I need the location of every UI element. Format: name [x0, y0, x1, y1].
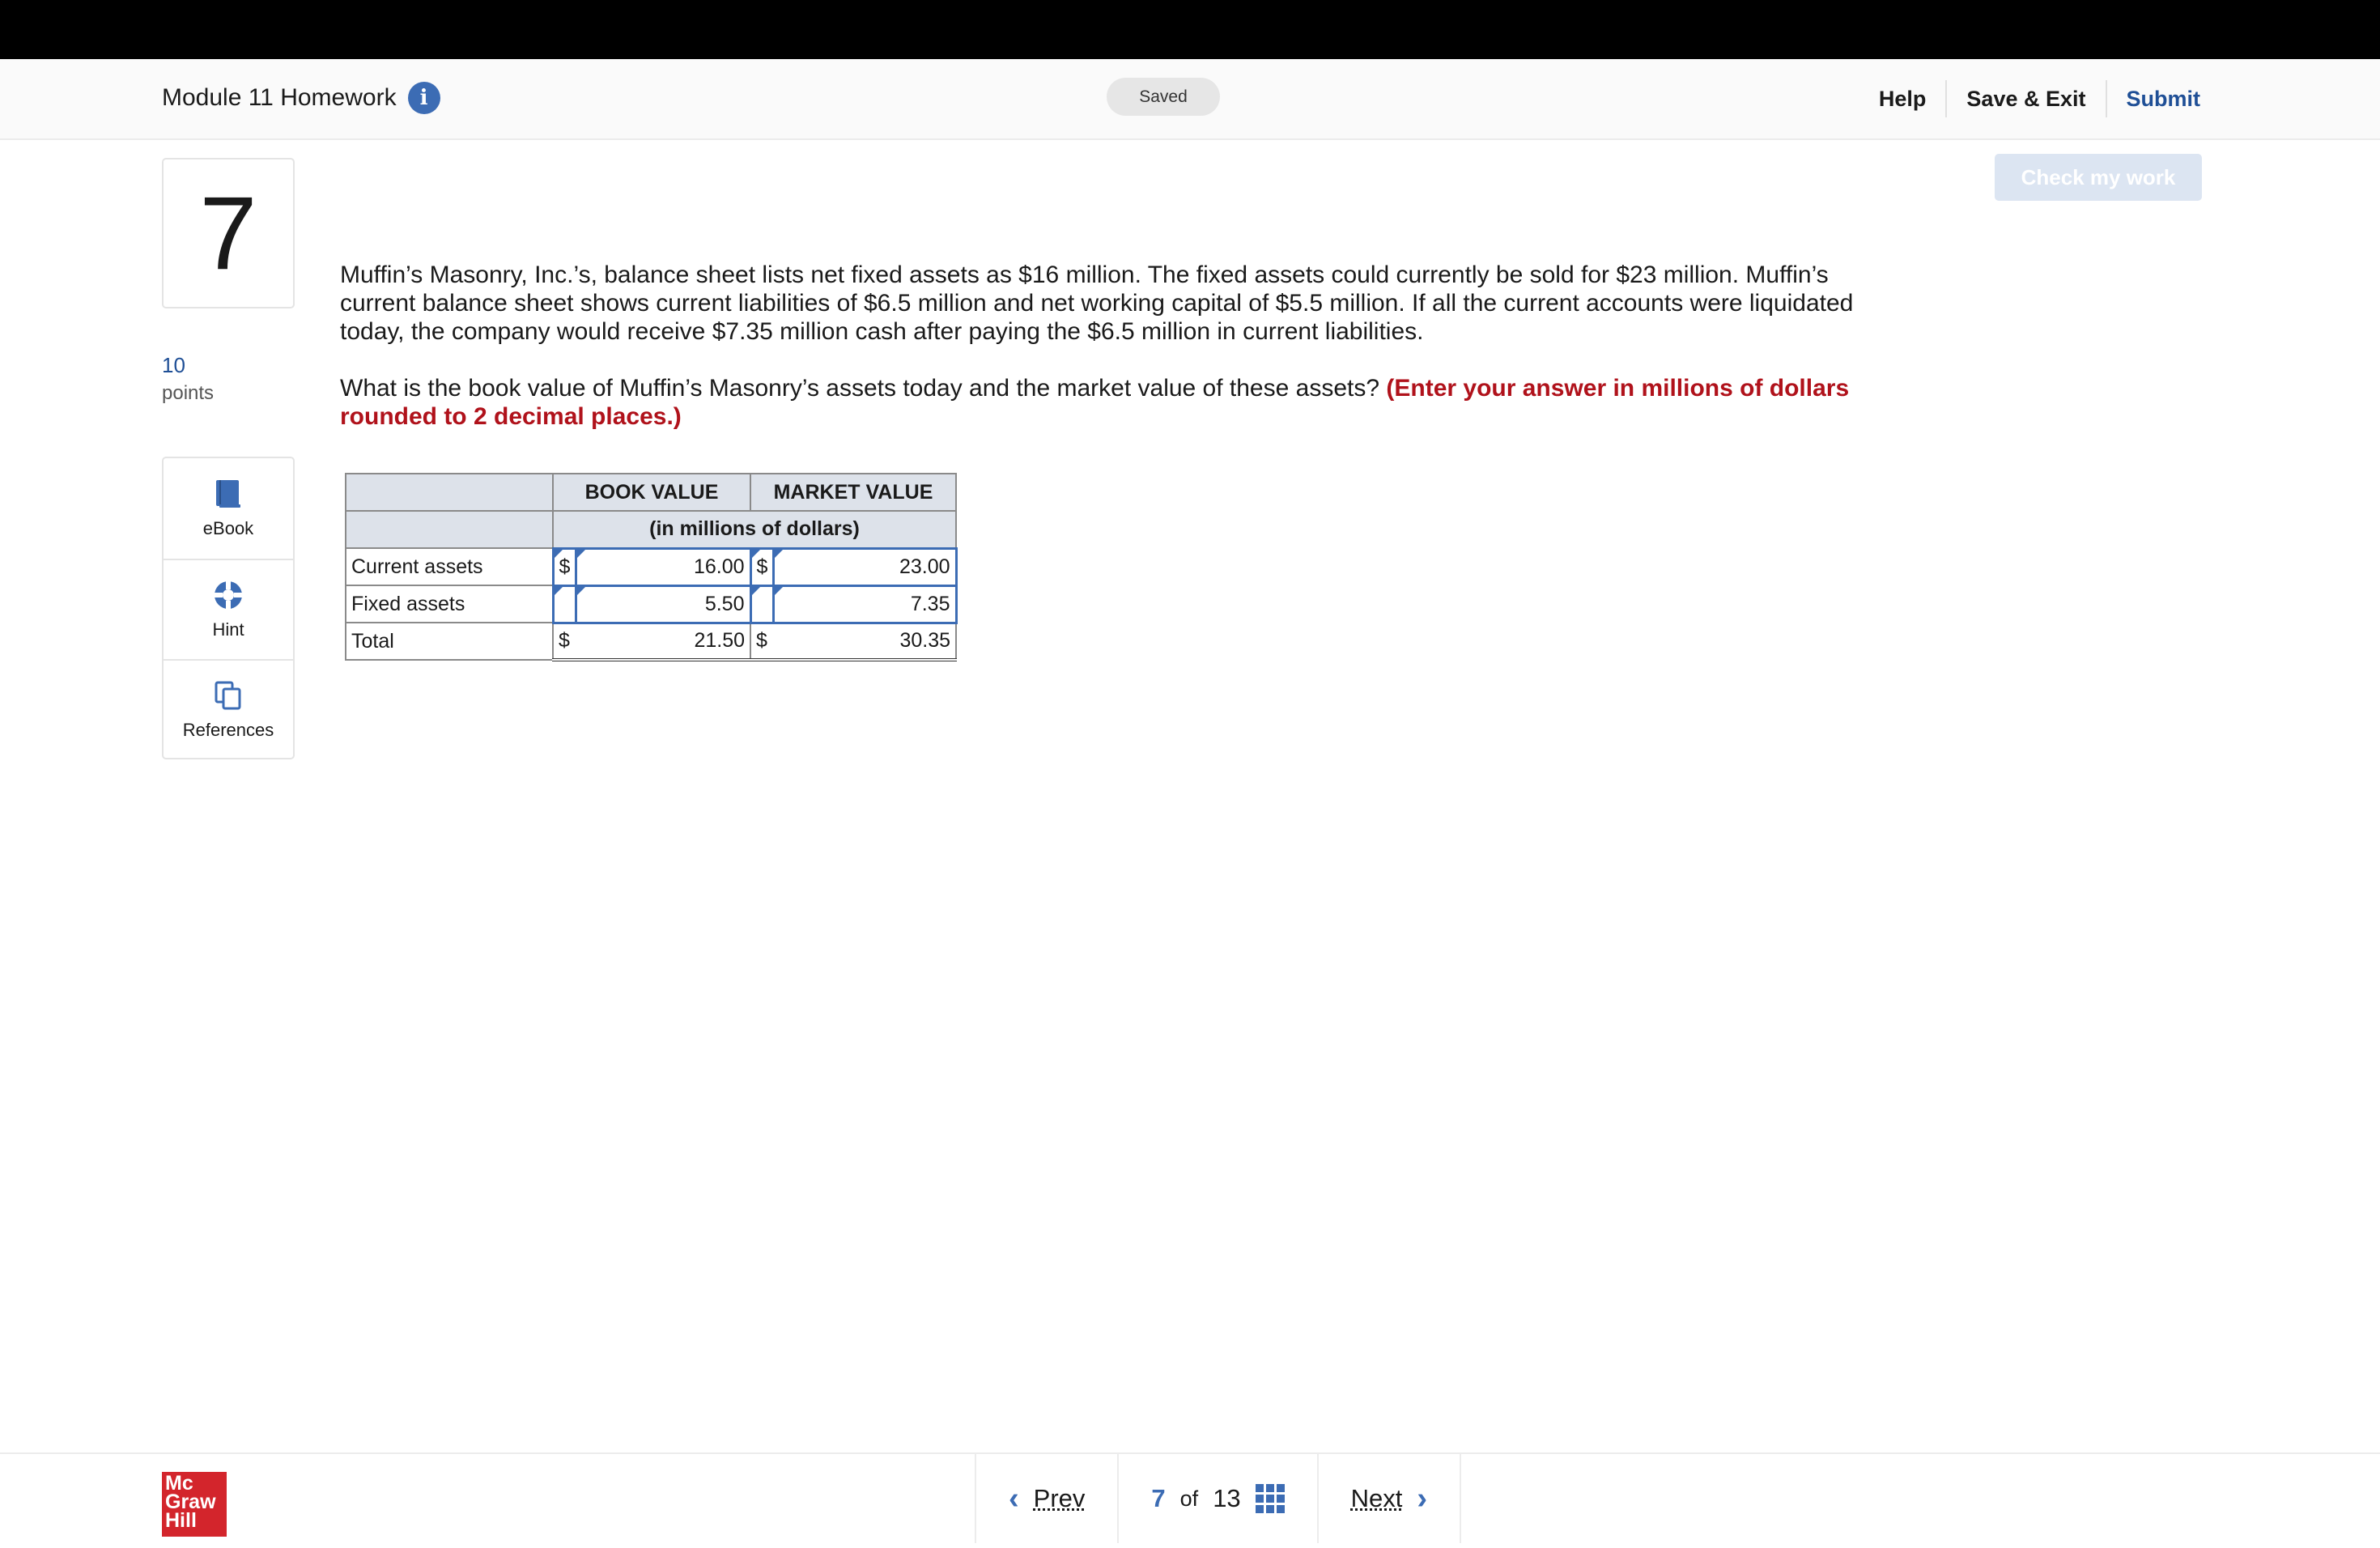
- question-pager: [975, 1454, 1461, 1543]
- references-tool[interactable]: [164, 659, 293, 759]
- copy-icon: [212, 679, 244, 712]
- assignment-title: Module 11 Homework: [162, 84, 397, 111]
- book-value-header: BOOK VALUE: [553, 474, 750, 511]
- assignment-title-group: [162, 82, 440, 114]
- mcgraw-hill-logo: [162, 1472, 227, 1537]
- next-button[interactable]: [1317, 1454, 1460, 1543]
- table-row: [346, 548, 956, 585]
- question-tools-panel: [162, 457, 295, 759]
- total-market-value: 30.35: [774, 623, 956, 660]
- points-label: points: [162, 382, 215, 404]
- ebook-tool[interactable]: [164, 458, 293, 559]
- assignment-header: [0, 59, 2380, 140]
- browser-top-bar: [0, 0, 2380, 59]
- current-page: 7: [1151, 1484, 1166, 1512]
- units-header: (in millions of dollars): [553, 511, 956, 548]
- book-icon: [212, 478, 244, 510]
- total-book-value: 21.50: [576, 623, 750, 660]
- logo-line: Hill: [165, 1509, 197, 1532]
- answer-table: [345, 473, 958, 661]
- question-prompt: What is the book value of Muffin’s Masonry’s assets today and the market value of these assets?: [340, 375, 1380, 402]
- question-body: [340, 261, 1862, 431]
- help-link[interactable]: Help: [1878, 86, 1927, 111]
- current-assets-market-input[interactable]: 23.00: [774, 548, 956, 585]
- currency-blank: [750, 585, 774, 623]
- question-text: Muffin’s Masonry, Inc.’s, balance sheet lists net fixed assets as $16 million. The fixed assets could currently be sold for $23 million. Muffin’s current balance sheet shows current liabilities of $6.5 million and net working capital of $5.5 million. If all the current accounts were liquidated today, the company would receive $7.35 million cash after paying the $6.5 million in current liabilities.: [340, 262, 1854, 345]
- currency-symbol: $: [750, 623, 774, 660]
- question-number: 7: [162, 158, 295, 308]
- saved-status-badge: Saved: [1107, 78, 1220, 116]
- answer-instruction: (Enter your answer in millions of dollars rounded to 2 decimal places.): [340, 375, 1850, 430]
- logo-line: Mc: [165, 1472, 193, 1495]
- table-corner: [346, 474, 553, 511]
- lifebuoy-icon: [212, 579, 244, 611]
- of-label: of: [1179, 1486, 1199, 1511]
- row-label: Current assets: [346, 548, 553, 585]
- submit-link[interactable]: Submit: [2106, 80, 2201, 117]
- chevron-left-icon: ‹: [1009, 1481, 1019, 1516]
- points-value: 10: [162, 353, 185, 377]
- row-label: Fixed assets: [346, 585, 553, 623]
- table-row: [346, 585, 956, 623]
- fixed-assets-market-input[interactable]: 7.35: [774, 585, 956, 623]
- next-label: Next: [1350, 1484, 1403, 1512]
- references-label: References: [182, 720, 274, 740]
- currency-symbol: $: [553, 623, 576, 660]
- currency-symbol: $: [750, 548, 774, 585]
- current-assets-book-input[interactable]: 16.00: [576, 548, 750, 585]
- footer: [0, 1452, 2380, 1548]
- chevron-right-icon: ›: [1417, 1481, 1428, 1516]
- table-row: [346, 623, 956, 660]
- fixed-assets-book-input[interactable]: 5.50: [576, 585, 750, 623]
- market-value-header: MARKET VALUE: [750, 474, 956, 511]
- check-my-work-button[interactable]: Check my work: [1995, 154, 2202, 201]
- logo-line: Graw: [165, 1491, 216, 1513]
- question-prompt-paragraph: [340, 374, 1862, 431]
- grid-icon[interactable]: [1256, 1484, 1285, 1513]
- save-exit-link[interactable]: Save & Exit: [1945, 80, 2105, 117]
- hint-tool[interactable]: [164, 559, 293, 659]
- hint-label: Hint: [212, 619, 244, 640]
- currency-blank: [553, 585, 576, 623]
- page-indicator[interactable]: [1117, 1454, 1316, 1543]
- info-icon[interactable]: i: [408, 82, 440, 114]
- row-label: Total: [346, 623, 553, 660]
- table-corner-units: [346, 511, 553, 548]
- prev-label: Prev: [1033, 1484, 1086, 1512]
- currency-symbol: $: [553, 548, 576, 585]
- ebook-label: eBook: [202, 518, 254, 538]
- total-pages: 13: [1213, 1484, 1241, 1512]
- header-actions: [1859, 80, 2200, 117]
- prev-button[interactable]: [976, 1454, 1117, 1543]
